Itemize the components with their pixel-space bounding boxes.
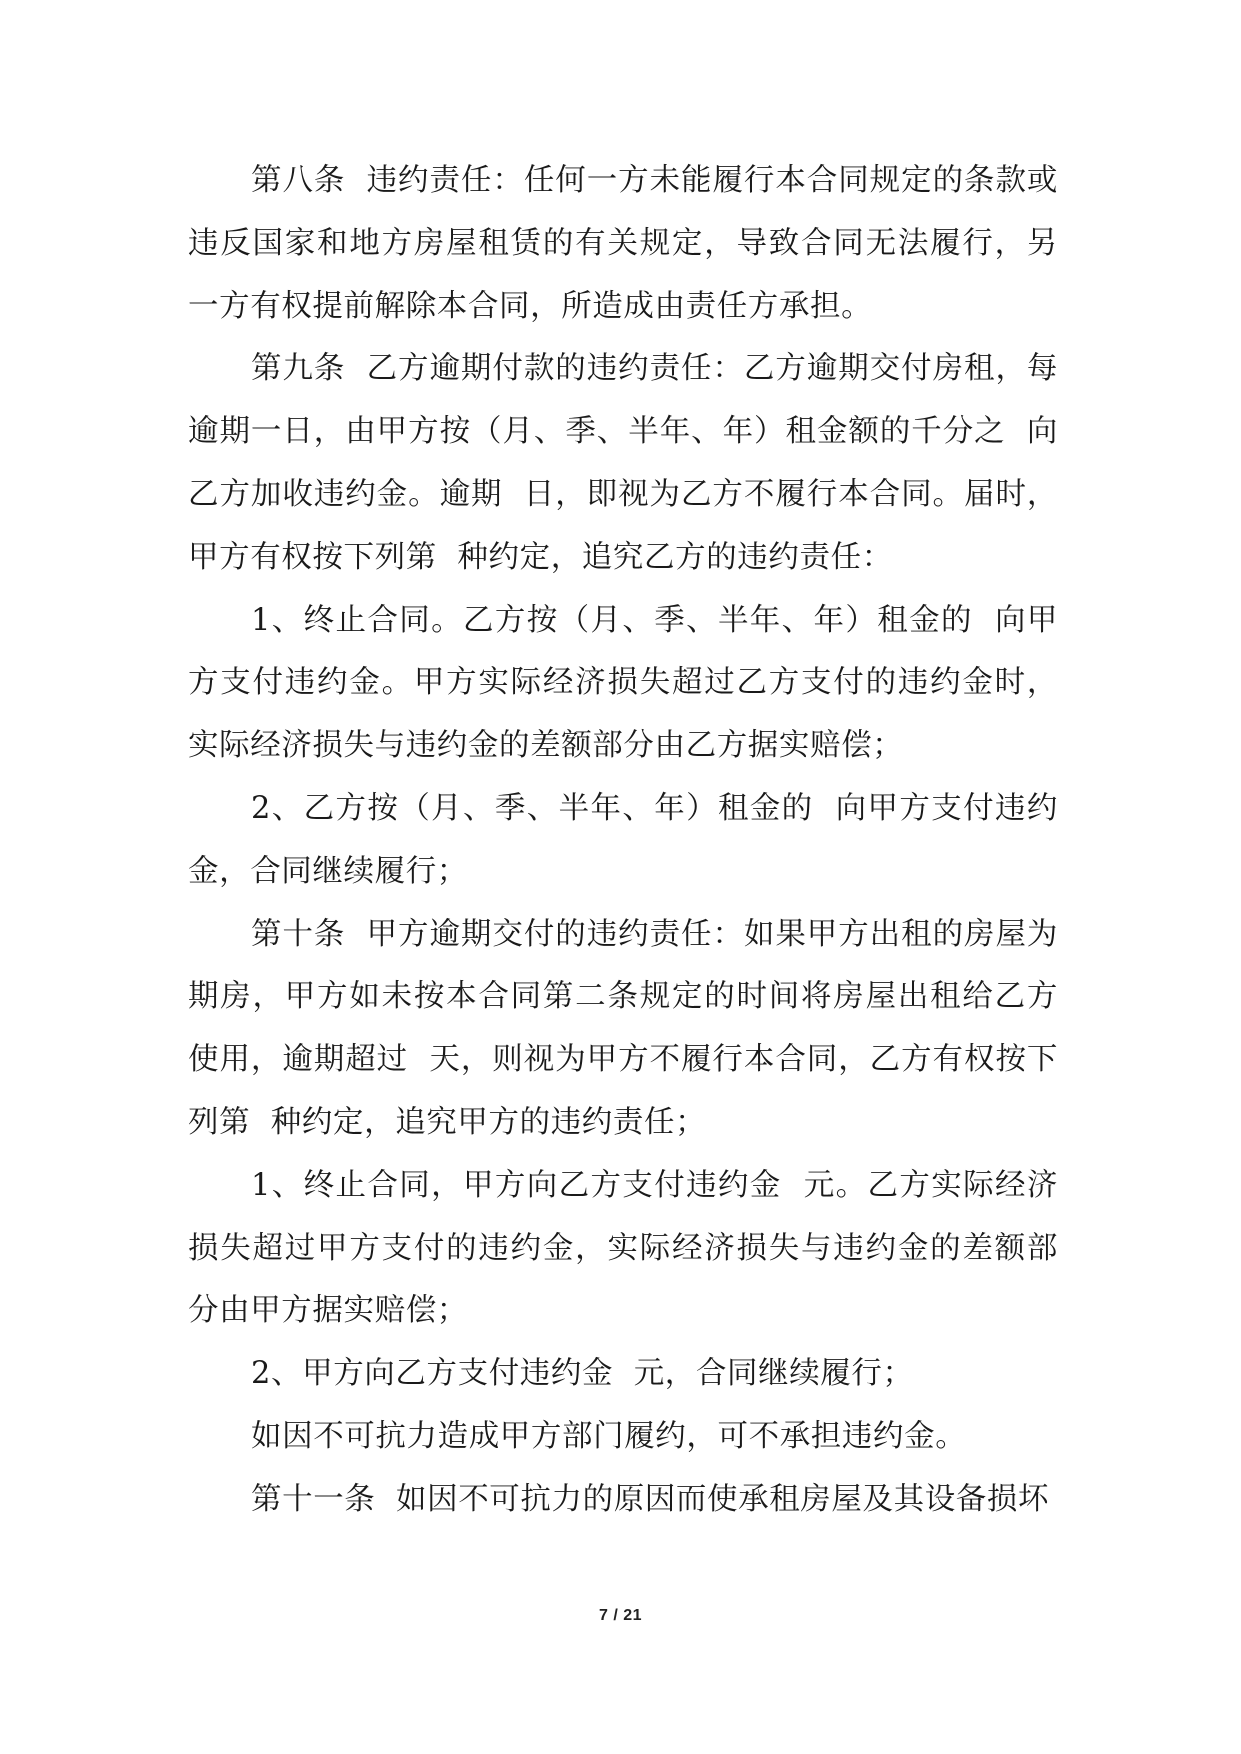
paragraph-article-9-item-1: 1、终止合同。乙方按（月、季、半年、年）租金的 向甲方支付违约金。甲方实际经济损失超过乙方支付的违约金时，实际经济损失与违约金的差额部分由乙方据实赔偿； [188,602,1058,764]
paragraph-article-8: 第八条 违约责任：任何一方未能履行本合同规定的条款或违反国家和地方房屋租赁的有关规定，导致合同无法履行，另一方有权提前解除本合同，所造成由责任方承担。 [188,163,1058,324]
paragraph-force-majeure-note: 如因不可抗力造成甲方部门履约，可不承担违约金。 [251,1418,967,1454]
paragraph-article-11: 第十一条 如因不可抗力的原因而使承租房屋及其设备损坏 [251,1481,1050,1517]
paragraph-article-9: 第九条 乙方逾期付款的违约责任：乙方逾期交付房租，每逾期一日，由甲方按（月、季、半年、年）租金额的千分之 向乙方加收违约金。逾期 日，即视为乙方不履行本合同。届时，甲方有权按下列第 种约定，追究乙方的违约责任： [188,351,1058,575]
paragraph-article-10: 第十条 甲方逾期交付的违约责任：如果甲方出租的房屋为期房，甲方如未按本合同第二条规定的时间将房屋出租给乙方使用，逾期超过 天，则视为甲方不履行本合同，乙方有权按下列第 种约定，追究甲方的违约责任； [188,916,1058,1140]
page-number: 7 / 21 [598,1607,643,1624]
paragraph-article-10-item-2: 2、甲方向乙方支付违约金 元，合同继续履行； [251,1356,914,1392]
paragraph-article-10-item-1: 1、终止合同，甲方向乙方支付违约金 元。乙方实际经济损失超过甲方支付的违约金，实际经济损失与违约金的差额部分由甲方据实赔偿； [188,1167,1058,1329]
document-body [188,150,1058,1532]
paragraph-article-9-item-2: 2、乙方按（月、季、半年、年）租金的 向甲方支付违约金，合同继续履行； [188,790,1058,889]
